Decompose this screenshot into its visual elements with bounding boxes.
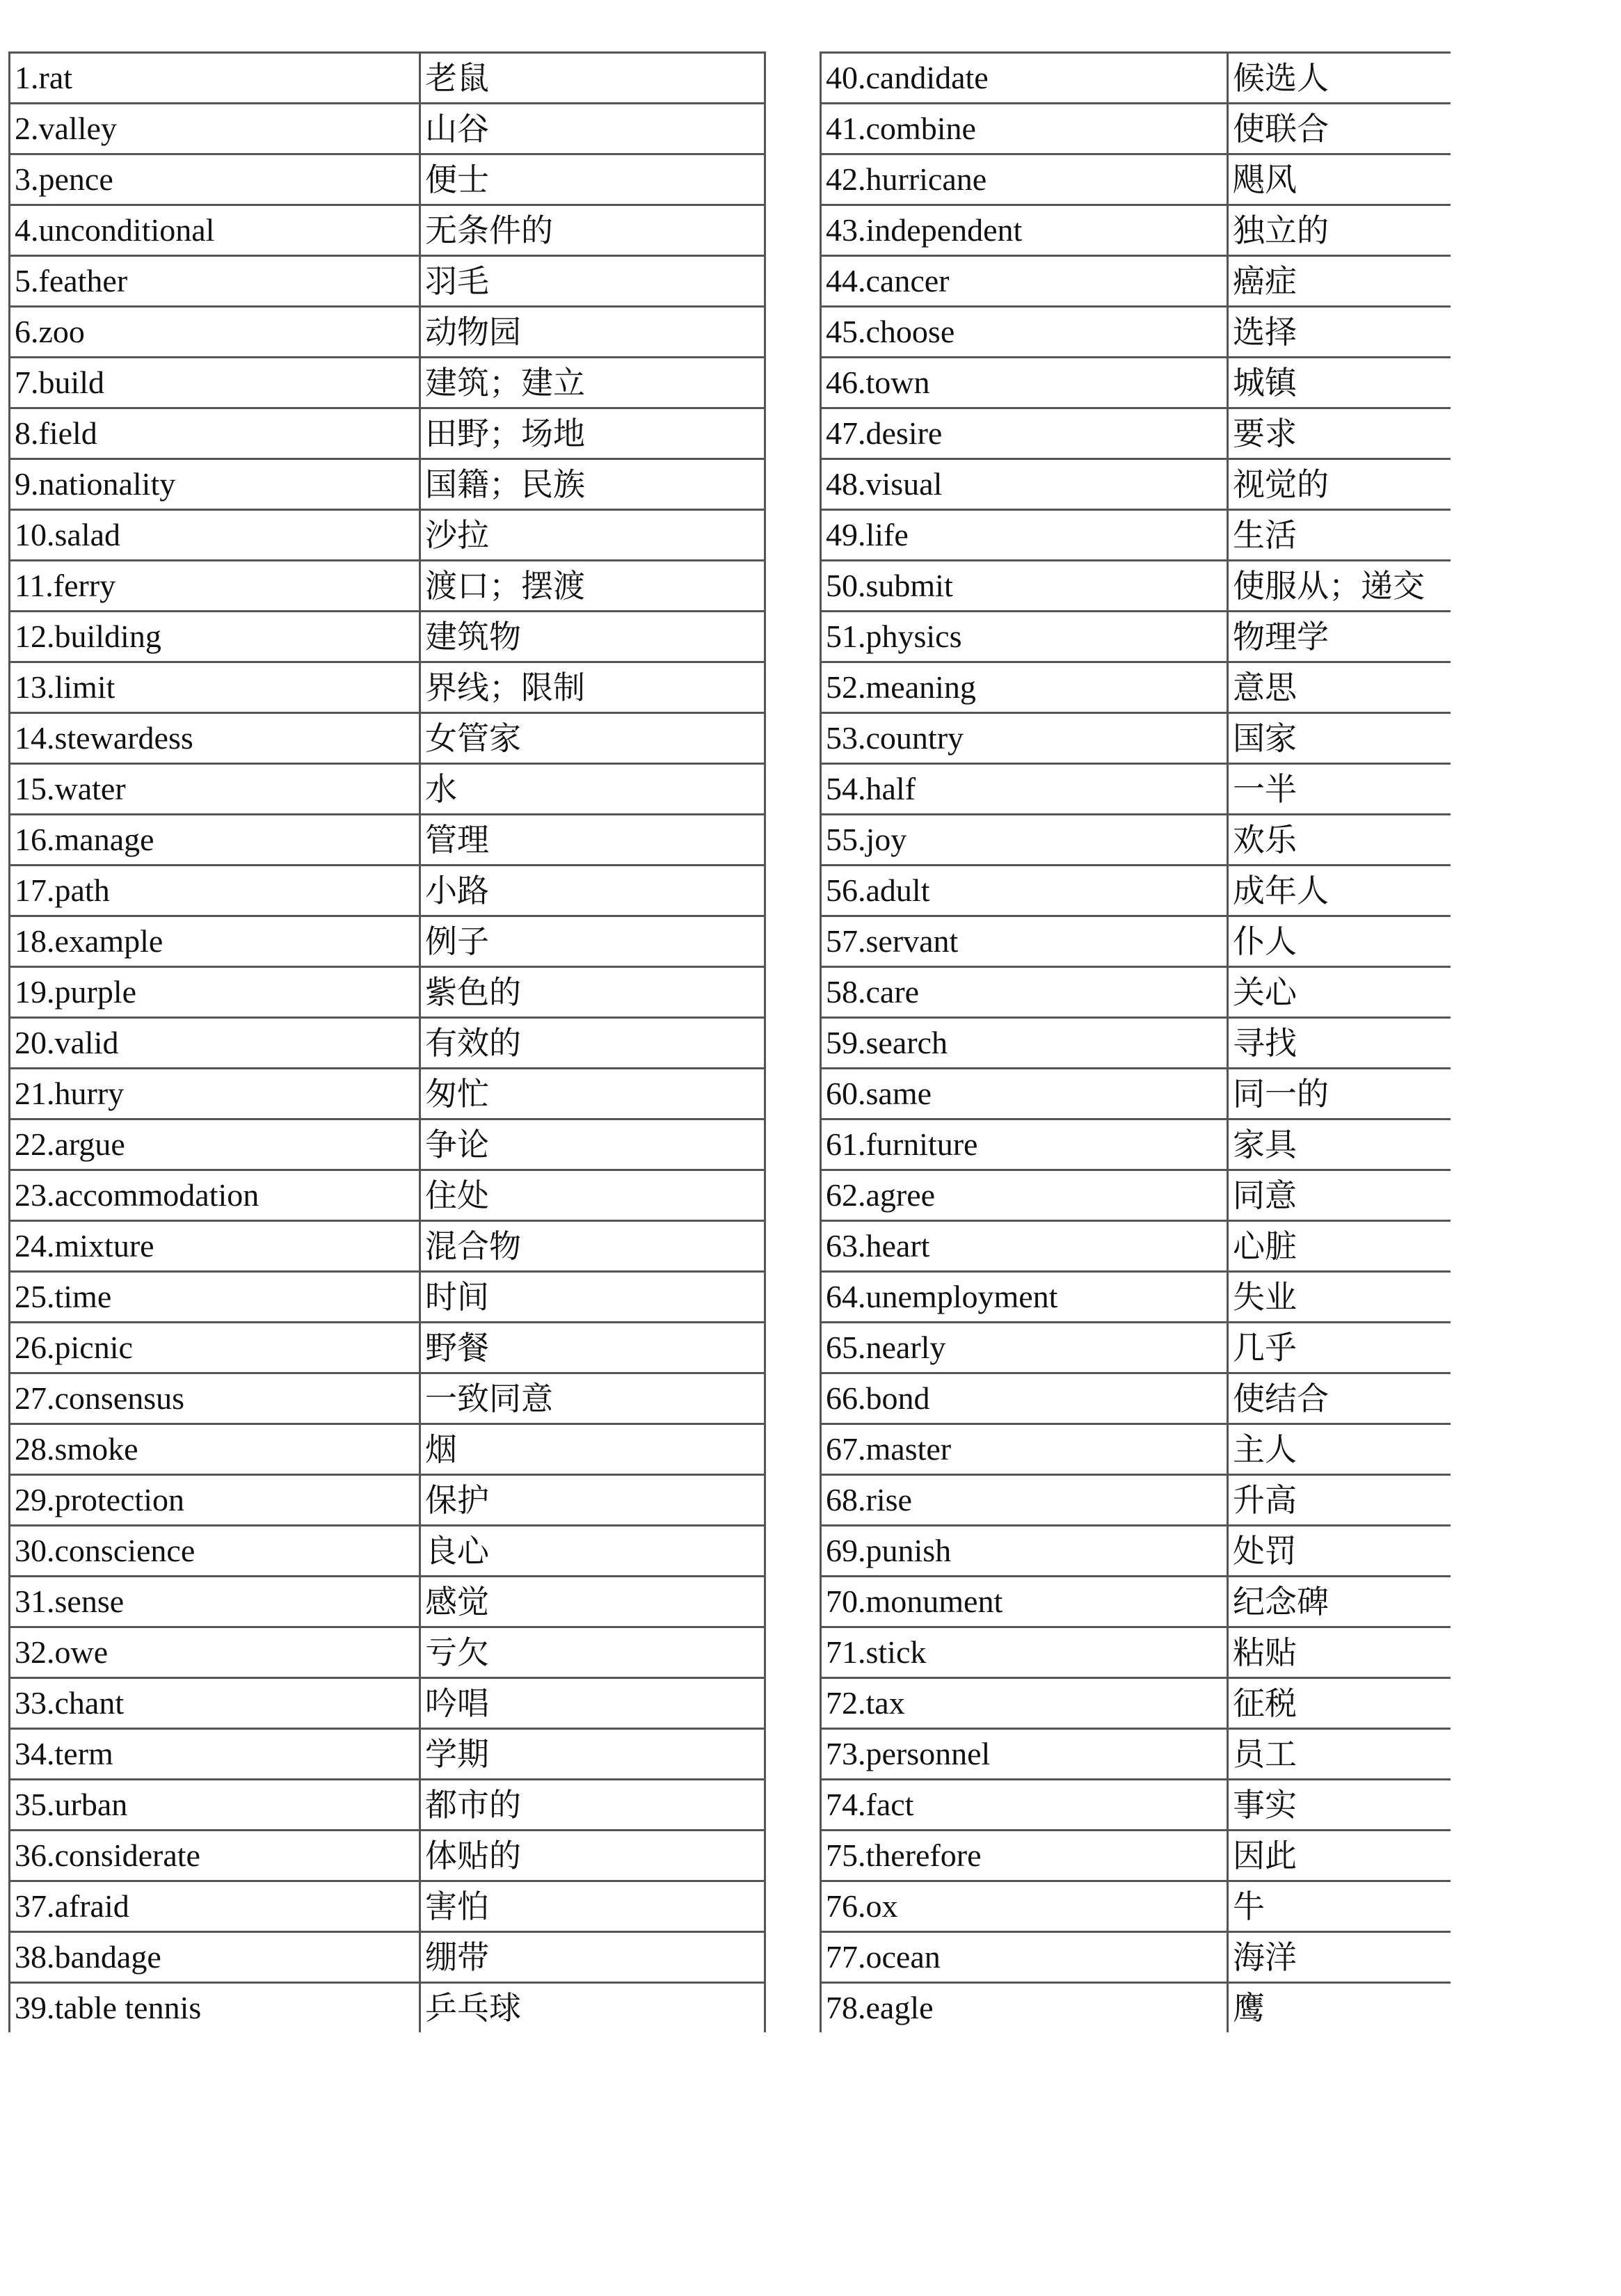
vocab-row	[821, 612, 1451, 662]
vocab-term: 25.time	[10, 1272, 420, 1323]
vocab-row	[821, 510, 1451, 561]
vocab-meaning: 生活	[1228, 510, 1451, 561]
vocab-row	[821, 662, 1451, 713]
vocab-term: 48.visual	[821, 459, 1228, 510]
vocab-meaning: 害怕	[420, 1881, 765, 1932]
vocab-term: 65.nearly	[821, 1323, 1228, 1373]
vocab-term: 59.search	[821, 1018, 1228, 1069]
vocab-meaning: 匆忙	[420, 1069, 765, 1119]
vocab-term: 75.therefore	[821, 1831, 1228, 1881]
vocab-row	[821, 1983, 1451, 2033]
vocab-meaning: 寻找	[1228, 1018, 1451, 1069]
vocab-term: 64.unemployment	[821, 1272, 1228, 1323]
vocab-term: 11.ferry	[10, 561, 420, 612]
vocab-term: 9.nationality	[10, 459, 420, 510]
vocab-row	[821, 1221, 1451, 1272]
vocab-term: 57.servant	[821, 916, 1228, 967]
vocab-meaning: 紫色的	[420, 967, 765, 1018]
vocab-term: 19.purple	[10, 967, 420, 1018]
vocab-term: 69.punish	[821, 1526, 1228, 1577]
vocab-row	[10, 408, 765, 459]
vocab-row	[10, 1119, 765, 1170]
vocab-row	[821, 1729, 1451, 1780]
vocab-term: 29.protection	[10, 1475, 420, 1526]
vocab-row	[10, 1729, 765, 1780]
vocab-row	[10, 1221, 765, 1272]
vocab-row	[821, 104, 1451, 154]
vocab-row	[10, 866, 765, 916]
vocab-term: 23.accommodation	[10, 1170, 420, 1221]
vocab-term: 78.eagle	[821, 1983, 1228, 2033]
vocab-term: 68.rise	[821, 1475, 1228, 1526]
vocab-meaning: 例子	[420, 916, 765, 967]
vocab-meaning: 便士	[420, 154, 765, 205]
vocab-row	[10, 205, 765, 256]
vocab-term: 16.manage	[10, 815, 420, 866]
vocab-meaning: 征税	[1228, 1678, 1451, 1729]
vocab-meaning: 女管家	[420, 713, 765, 764]
vocab-row	[10, 1678, 765, 1729]
vocab-term: 63.heart	[821, 1221, 1228, 1272]
vocab-meaning: 一致同意	[420, 1373, 765, 1424]
vocab-term: 33.chant	[10, 1678, 420, 1729]
vocab-table-left-body	[10, 53, 765, 2033]
vocab-row	[10, 459, 765, 510]
vocab-term: 24.mixture	[10, 1221, 420, 1272]
vocab-term: 49.life	[821, 510, 1228, 561]
vocab-meaning: 鹰	[1228, 1983, 1451, 2033]
vocab-row	[821, 53, 1451, 104]
vocab-table-right	[820, 51, 1451, 2032]
vocab-term: 54.half	[821, 764, 1228, 815]
vocab-meaning: 要求	[1228, 408, 1451, 459]
vocab-term: 36.considerate	[10, 1831, 420, 1881]
vocab-meaning: 无条件的	[420, 205, 765, 256]
vocab-term: 46.town	[821, 358, 1228, 408]
vocab-meaning: 因此	[1228, 1831, 1451, 1881]
vocab-meaning: 癌症	[1228, 256, 1451, 307]
vocab-term: 22.argue	[10, 1119, 420, 1170]
vocab-term: 27.consensus	[10, 1373, 420, 1424]
vocab-row	[821, 408, 1451, 459]
vocab-term: 67.master	[821, 1424, 1228, 1475]
vocab-meaning: 失业	[1228, 1272, 1451, 1323]
vocab-row	[10, 1932, 765, 1983]
vocab-meaning: 动物园	[420, 307, 765, 358]
vocab-row	[821, 205, 1451, 256]
vocab-term: 7.build	[10, 358, 420, 408]
vocab-row	[821, 1780, 1451, 1831]
vocab-meaning: 混合物	[420, 1221, 765, 1272]
vocab-term: 47.desire	[821, 408, 1228, 459]
vocab-term: 74.fact	[821, 1780, 1228, 1831]
vocab-term: 52.meaning	[821, 662, 1228, 713]
vocab-term: 38.bandage	[10, 1932, 420, 1983]
vocab-meaning: 事实	[1228, 1780, 1451, 1831]
vocab-term: 42.hurricane	[821, 154, 1228, 205]
vocab-meaning: 保护	[420, 1475, 765, 1526]
vocab-term: 62.agree	[821, 1170, 1228, 1221]
vocab-row	[10, 967, 765, 1018]
vocab-row	[821, 815, 1451, 866]
vocab-meaning: 欢乐	[1228, 815, 1451, 866]
vocab-term: 14.stewardess	[10, 713, 420, 764]
vocab-row	[10, 1627, 765, 1678]
vocab-meaning: 小路	[420, 866, 765, 916]
vocab-row	[10, 815, 765, 866]
vocab-row	[10, 510, 765, 561]
vocab-row	[821, 1119, 1451, 1170]
vocab-row	[10, 104, 765, 154]
vocab-row	[821, 1577, 1451, 1627]
vocab-row	[821, 1881, 1451, 1932]
vocab-row	[10, 256, 765, 307]
vocab-row	[10, 713, 765, 764]
vocab-row	[821, 764, 1451, 815]
vocab-term: 55.joy	[821, 815, 1228, 866]
vocab-term: 26.picnic	[10, 1323, 420, 1373]
vocab-meaning: 意思	[1228, 662, 1451, 713]
vocab-term: 8.field	[10, 408, 420, 459]
vocab-meaning: 家具	[1228, 1119, 1451, 1170]
vocab-row	[821, 1526, 1451, 1577]
vocab-row	[821, 1424, 1451, 1475]
vocab-meaning: 飓风	[1228, 154, 1451, 205]
vocab-row	[821, 1018, 1451, 1069]
vocab-row	[10, 764, 765, 815]
vocab-meaning: 乒乓球	[420, 1983, 765, 2033]
vocab-meaning: 纪念碑	[1228, 1577, 1451, 1627]
vocab-row	[821, 358, 1451, 408]
vocab-row	[10, 1272, 765, 1323]
vocab-meaning: 同意	[1228, 1170, 1451, 1221]
vocab-row	[821, 1373, 1451, 1424]
vocab-row	[10, 1881, 765, 1932]
vocab-meaning: 国家	[1228, 713, 1451, 764]
vocab-row	[10, 53, 765, 104]
vocab-meaning: 感觉	[420, 1577, 765, 1627]
vocab-meaning: 渡口；摆渡	[420, 561, 765, 612]
vocab-row	[10, 1373, 765, 1424]
vocab-term: 6.zoo	[10, 307, 420, 358]
vocab-term: 53.country	[821, 713, 1228, 764]
vocab-meaning: 亏欠	[420, 1627, 765, 1678]
vocab-meaning: 几乎	[1228, 1323, 1451, 1373]
vocab-table-left	[8, 51, 766, 2032]
vocab-term: 37.afraid	[10, 1881, 420, 1932]
vocab-term: 17.path	[10, 866, 420, 916]
vocab-row	[821, 1272, 1451, 1323]
vocab-row	[821, 1170, 1451, 1221]
vocab-term: 56.adult	[821, 866, 1228, 916]
vocab-meaning: 海洋	[1228, 1932, 1451, 1983]
vocab-term: 44.cancer	[821, 256, 1228, 307]
vocab-term: 10.salad	[10, 510, 420, 561]
vocab-row	[10, 916, 765, 967]
vocab-row	[821, 1627, 1451, 1678]
vocab-table-right-body	[821, 53, 1451, 2033]
vocab-row	[10, 1983, 765, 2033]
vocab-meaning: 体贴的	[420, 1831, 765, 1881]
vocab-term: 45.choose	[821, 307, 1228, 358]
vocab-meaning: 住处	[420, 1170, 765, 1221]
vocab-term: 71.stick	[821, 1627, 1228, 1678]
vocab-row	[10, 561, 765, 612]
vocab-term: 4.unconditional	[10, 205, 420, 256]
vocab-row	[821, 1069, 1451, 1119]
vocab-term: 5.feather	[10, 256, 420, 307]
vocab-meaning: 学期	[420, 1729, 765, 1780]
vocab-row	[821, 967, 1451, 1018]
vocab-meaning: 主人	[1228, 1424, 1451, 1475]
vocab-meaning: 选择	[1228, 307, 1451, 358]
vocab-term: 21.hurry	[10, 1069, 420, 1119]
vocab-row	[10, 1069, 765, 1119]
vocab-term: 50.submit	[821, 561, 1228, 612]
vocab-meaning: 有效的	[420, 1018, 765, 1069]
vocab-row	[10, 1018, 765, 1069]
vocab-row	[10, 1526, 765, 1577]
vocab-meaning: 候选人	[1228, 53, 1451, 104]
vocab-meaning: 争论	[420, 1119, 765, 1170]
vocab-row	[821, 916, 1451, 967]
vocab-row	[821, 256, 1451, 307]
vocab-row	[821, 866, 1451, 916]
vocab-row	[10, 1424, 765, 1475]
vocab-meaning: 良心	[420, 1526, 765, 1577]
vocab-term: 60.same	[821, 1069, 1228, 1119]
vocab-term: 70.monument	[821, 1577, 1228, 1627]
vocab-meaning: 一半	[1228, 764, 1451, 815]
vocab-term: 18.example	[10, 916, 420, 967]
vocab-meaning: 绷带	[420, 1932, 765, 1983]
vocab-row	[10, 1475, 765, 1526]
vocab-meaning: 物理学	[1228, 612, 1451, 662]
vocab-meaning: 员工	[1228, 1729, 1451, 1780]
vocab-meaning: 管理	[420, 815, 765, 866]
vocab-meaning: 沙拉	[420, 510, 765, 561]
vocab-row	[821, 1932, 1451, 1983]
vocab-term: 40.candidate	[821, 53, 1228, 104]
vocab-meaning: 牛	[1228, 1881, 1451, 1932]
vocab-term: 28.smoke	[10, 1424, 420, 1475]
vocab-term: 35.urban	[10, 1780, 420, 1831]
vocab-meaning: 时间	[420, 1272, 765, 1323]
vocab-row	[821, 1678, 1451, 1729]
vocab-term: 76.ox	[821, 1881, 1228, 1932]
vocab-term: 3.pence	[10, 154, 420, 205]
vocab-term: 77.ocean	[821, 1932, 1228, 1983]
vocab-term: 43.independent	[821, 205, 1228, 256]
vocab-row	[821, 1323, 1451, 1373]
vocab-term: 13.limit	[10, 662, 420, 713]
vocab-meaning: 使结合	[1228, 1373, 1451, 1424]
vocab-meaning: 老鼠	[420, 53, 765, 104]
vocab-meaning: 城镇	[1228, 358, 1451, 408]
vocab-meaning: 成年人	[1228, 866, 1451, 916]
vocab-meaning: 建筑；建立	[420, 358, 765, 408]
vocab-term: 66.bond	[821, 1373, 1228, 1424]
vocab-meaning: 烟	[420, 1424, 765, 1475]
vocab-row	[10, 612, 765, 662]
vocab-row	[10, 1780, 765, 1831]
vocab-term: 41.combine	[821, 104, 1228, 154]
vocab-meaning: 界线；限制	[420, 662, 765, 713]
vocab-meaning: 羽毛	[420, 256, 765, 307]
vocab-row	[10, 662, 765, 713]
vocab-row	[10, 1323, 765, 1373]
vocab-row	[10, 1831, 765, 1881]
vocab-term: 51.physics	[821, 612, 1228, 662]
vocab-term: 32.owe	[10, 1627, 420, 1678]
vocab-meaning: 同一的	[1228, 1069, 1451, 1119]
vocab-meaning: 粘贴	[1228, 1627, 1451, 1678]
vocab-meaning: 建筑物	[420, 612, 765, 662]
vocab-row	[821, 1475, 1451, 1526]
vocab-meaning: 独立的	[1228, 205, 1451, 256]
vocab-row	[821, 459, 1451, 510]
vocab-row	[10, 307, 765, 358]
vocab-term: 58.care	[821, 967, 1228, 1018]
vocab-meaning: 关心	[1228, 967, 1451, 1018]
vocab-meaning: 视觉的	[1228, 459, 1451, 510]
vocab-term: 72.tax	[821, 1678, 1228, 1729]
vocab-term: 20.valid	[10, 1018, 420, 1069]
vocab-meaning: 山谷	[420, 104, 765, 154]
vocab-term: 15.water	[10, 764, 420, 815]
vocab-row	[821, 1831, 1451, 1881]
vocab-term: 1.rat	[10, 53, 420, 104]
vocab-meaning: 使联合	[1228, 104, 1451, 154]
vocab-row	[10, 358, 765, 408]
vocab-meaning: 都市的	[420, 1780, 765, 1831]
vocab-term: 73.personnel	[821, 1729, 1228, 1780]
vocab-meaning: 仆人	[1228, 916, 1451, 967]
vocab-row	[10, 1577, 765, 1627]
vocab-term: 61.furniture	[821, 1119, 1228, 1170]
vocab-meaning: 野餐	[420, 1323, 765, 1373]
vocab-meaning: 国籍；民族	[420, 459, 765, 510]
vocab-meaning: 心脏	[1228, 1221, 1451, 1272]
vocab-row	[10, 1170, 765, 1221]
vocab-meaning: 处罚	[1228, 1526, 1451, 1577]
vocab-meaning: 水	[420, 764, 765, 815]
vocab-term: 34.term	[10, 1729, 420, 1780]
vocab-row	[821, 561, 1451, 612]
vocab-term: 30.conscience	[10, 1526, 420, 1577]
vocab-term: 12.building	[10, 612, 420, 662]
vocab-row	[821, 154, 1451, 205]
vocab-row	[821, 713, 1451, 764]
vocab-meaning: 吟唱	[420, 1678, 765, 1729]
vocab-meaning: 使服从；递交	[1228, 561, 1451, 612]
vocab-term: 2.valley	[10, 104, 420, 154]
vocab-meaning: 田野；场地	[420, 408, 765, 459]
vocab-term: 39.table tennis	[10, 1983, 420, 2033]
vocab-row	[10, 154, 765, 205]
vocab-row	[821, 307, 1451, 358]
vocab-term: 31.sense	[10, 1577, 420, 1627]
vocab-meaning: 升高	[1228, 1475, 1451, 1526]
